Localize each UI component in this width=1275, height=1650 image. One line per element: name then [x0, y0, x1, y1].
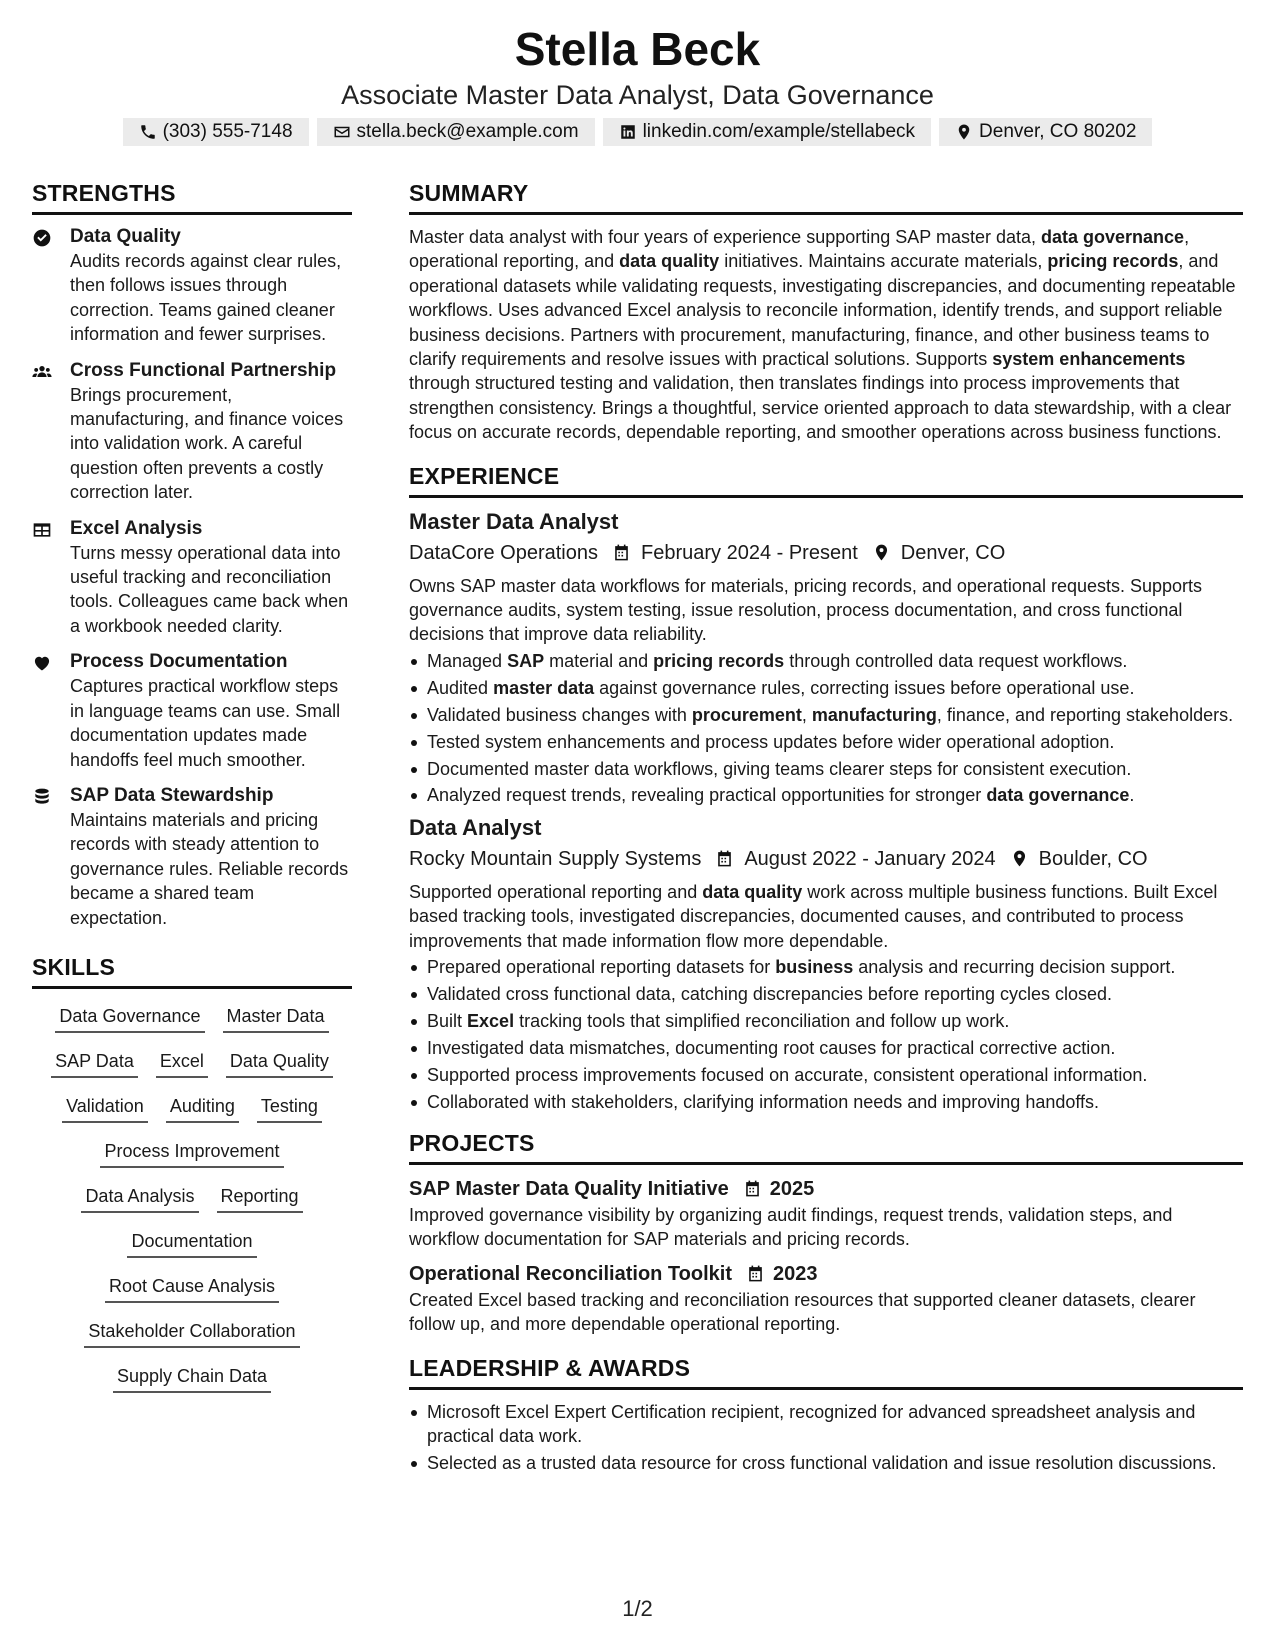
list-item: Analyzed request trends, revealing practical opportunities for stronger data governance.: [409, 783, 1243, 807]
skill-tag: Data Governance: [55, 1003, 204, 1033]
contact-phone[interactable]: [123, 118, 309, 146]
strength-item: [32, 784, 352, 930]
skill-tag: Data Quality: [226, 1048, 333, 1078]
right-column: [409, 178, 1243, 1478]
contact-location-text: Denver, CO 80202: [979, 121, 1137, 142]
list-item: Validated business changes with procurement, manufacturing, finance, and reporting stakeholders.: [409, 703, 1243, 727]
list-item: Investigated data mismatches, documenting root causes for practical corrective action.: [409, 1036, 1243, 1060]
heart-icon: [32, 653, 52, 673]
project-entry: [409, 1175, 1243, 1252]
strength-title: Data Quality: [70, 226, 181, 247]
job-meta: [409, 844, 1243, 874]
list-item: Selected as a trusted data resource for cross functional validation and issue resolution discussions.: [409, 1451, 1243, 1475]
skill-tag: Reporting: [217, 1183, 303, 1213]
strength-desc: Captures practical workflow steps in language teams can use. Small documentation updates made handoffs feel much smoother.: [70, 676, 341, 770]
strength-desc: Audits records against clear rules, then follows issues through correction. Teams gained cleaner information and fewer surprises.: [70, 251, 342, 345]
contact-linkedin-text: linkedin.com/example/stellabeck: [642, 121, 916, 142]
job-bullets: [409, 955, 1243, 1114]
project-title-row: [409, 1260, 1243, 1288]
calendar-icon: [746, 1264, 765, 1283]
strength-desc: Maintains materials and pricing records with steady attention to governance rules. Reliable records became a shared team expectation.: [70, 809, 349, 928]
project-title: Operational Reconciliation Toolkit: [409, 1262, 732, 1285]
awards-list: [409, 1400, 1243, 1476]
map-pin-icon: [955, 123, 973, 141]
candidate-headline: Associate Master Data Analyst, Data Governance: [341, 80, 934, 110]
page-number: 1/2: [622, 1596, 653, 1621]
project-description: Created Excel based tracking and reconciliation resources that supported cleaner datasets, clearer follow up, and more dependable operational reporting.: [409, 1289, 1196, 1335]
job-entry: [409, 508, 1243, 808]
summary-text: Master data analyst with four years of experience supporting SAP master data, data governance, operational reporting, and data quality initiatives. Maintains accurate materials, pricing records, and operational datasets while validating requests, investigating discrepancies, and documenting repeatable workflows. Uses advanced Excel analysis to reconcile information, identify trends, and support reliable business decisions. Partners with procurement, manufacturing, finance, and other business teams to clarify requirements and resolve issues with practical solutions. Supports system enhancements through structured testing and validation, then translates findings into process improvements that strengthen consistency. Brings a thoughtful, service oriented approach to data stewardship, with a clear focus on accurate records, dependable reporting, and smoother operations across business functions.: [409, 227, 1236, 443]
strength-desc: Brings procurement, manufacturing, and finance voices into validation work. A careful question often prevents a costly correction later.: [70, 384, 344, 503]
list-item: Prepared operational reporting datasets for business analysis and recurring decision support.: [409, 955, 1243, 979]
skill-tag: Auditing: [166, 1093, 239, 1123]
job-entry: [409, 814, 1243, 1114]
database-icon: [32, 787, 52, 807]
list-item: Tested system enhancements and process updates before wider operational adoption.: [409, 730, 1243, 754]
job-description: Owns SAP master data workflows for materials, pricing records, and operational requests. Supports governance audits, system testing, issue resolution, process documentation, and cross functional decisions that improve data reliability.: [409, 575, 1203, 645]
skill-tag: Root Cause Analysis: [105, 1273, 279, 1303]
strength-item: [32, 225, 352, 347]
strength-item: [32, 650, 352, 772]
awards-heading: LEADERSHIP & AWARDS: [409, 1353, 1243, 1390]
strength-item: [32, 517, 352, 639]
strength-title: Excel Analysis: [70, 517, 203, 539]
list-item: Managed SAP material and pricing records through controlled data request workflows.: [409, 649, 1243, 673]
contact-phone-text: (303) 555-7148: [162, 121, 293, 142]
list-item: Microsoft Excel Expert Certification recipient, recognized for advanced spreadsheet analysis and practical data work.: [409, 1400, 1243, 1449]
strength-title: SAP Data Stewardship: [70, 784, 274, 806]
list-item: Audited master data against governance rules, correcting issues before operational use.: [409, 676, 1243, 700]
job-company: DataCore Operations: [409, 541, 598, 564]
skill-tag: Process Improvement: [100, 1138, 283, 1168]
resume-header: [0, 22, 1275, 146]
list-item: Built Excel tracking tools that simplified reconciliation and follow up work.: [409, 1009, 1243, 1033]
project-title-row: [409, 1175, 1243, 1203]
users-icon: [32, 362, 52, 382]
skill-tag: Documentation: [127, 1228, 256, 1258]
list-item: Supported process improvements focused on accurate, consistent operational information.: [409, 1063, 1243, 1087]
skill-tag: Testing: [257, 1093, 322, 1123]
list-item: Collaborated with stakeholders, clarifying information needs and improving handoffs.: [409, 1090, 1243, 1114]
skills-list: [32, 999, 352, 1393]
skill-tag: Supply Chain Data: [113, 1363, 271, 1393]
project-year: 2025: [769, 1177, 815, 1200]
project-title: SAP Master Data Quality Initiative: [409, 1177, 729, 1200]
linkedin-icon: [619, 123, 637, 141]
map-pin-icon: [872, 543, 891, 562]
left-column: [32, 178, 352, 1393]
phone-icon: [139, 123, 157, 141]
strength-title: Process Documentation: [70, 651, 288, 673]
calendar-icon: [715, 849, 734, 868]
contact-bar: [0, 118, 1275, 146]
contact-location: [939, 118, 1152, 146]
calendar-icon: [743, 1179, 762, 1198]
job-description: Supported operational reporting and data quality work across multiple business functions. Built Excel based tracking tools, investigated discrepancies, documented causes, and contributed to process improvements that made information flow more dependable.: [409, 881, 1218, 951]
skill-tag: SAP Data: [51, 1048, 138, 1078]
project-description: Improved governance visibility by organizing audit findings, request trends, validation steps, and workflow documentation for SAP materials and pricing records.: [409, 1204, 1173, 1250]
strengths-heading: STRENGTHS: [32, 178, 352, 215]
map-pin-icon: [1010, 849, 1029, 868]
job-title: Data Analyst: [409, 814, 542, 840]
candidate-name: Stella Beck: [514, 23, 761, 75]
list-item: Validated cross functional data, catching discrepancies before reporting cycles closed.: [409, 982, 1243, 1006]
contact-linkedin[interactable]: [603, 118, 931, 146]
job-location: Denver, CO: [900, 541, 1006, 564]
skill-tag: Excel: [156, 1048, 208, 1078]
strength-desc: Turns messy operational data into useful tracking and reconciliation tools. Colleagues came back when a workbook needed clarity.: [70, 542, 349, 636]
job-dates: August 2022 - January 2024: [744, 847, 996, 870]
calendar-icon: [612, 543, 631, 562]
job-company: Rocky Mountain Supply Systems: [409, 847, 702, 870]
job-dates: February 2024 - Present: [640, 541, 858, 564]
job-bullets: [409, 649, 1243, 808]
summary-heading: SUMMARY: [409, 178, 1243, 215]
project-entry: [409, 1260, 1243, 1337]
project-year: 2023: [773, 1262, 818, 1285]
table-icon: [32, 520, 52, 540]
strength-title: Cross Functional Partnership: [70, 359, 337, 381]
contact-email[interactable]: [317, 118, 595, 146]
skill-tag: Validation: [62, 1093, 148, 1123]
job-title: Master Data Analyst: [409, 508, 619, 534]
projects-heading: PROJECTS: [409, 1128, 1243, 1165]
experience-heading: EXPERIENCE: [409, 461, 1243, 498]
job-location: Boulder, CO: [1038, 847, 1148, 870]
skill-tag: Stakeholder Collaboration: [84, 1318, 299, 1348]
check-badge-icon: [32, 228, 52, 248]
job-meta: [409, 538, 1243, 568]
strength-item: [32, 359, 352, 505]
skills-heading: SKILLS: [32, 952, 352, 989]
skill-tag: Master Data: [223, 1003, 329, 1033]
list-item: Documented master data workflows, giving teams clearer steps for consistent execution.: [409, 757, 1243, 781]
skill-tag: Data Analysis: [81, 1183, 198, 1213]
envelope-icon: [333, 123, 351, 141]
contact-email-text: stella.beck@example.com: [356, 121, 579, 142]
